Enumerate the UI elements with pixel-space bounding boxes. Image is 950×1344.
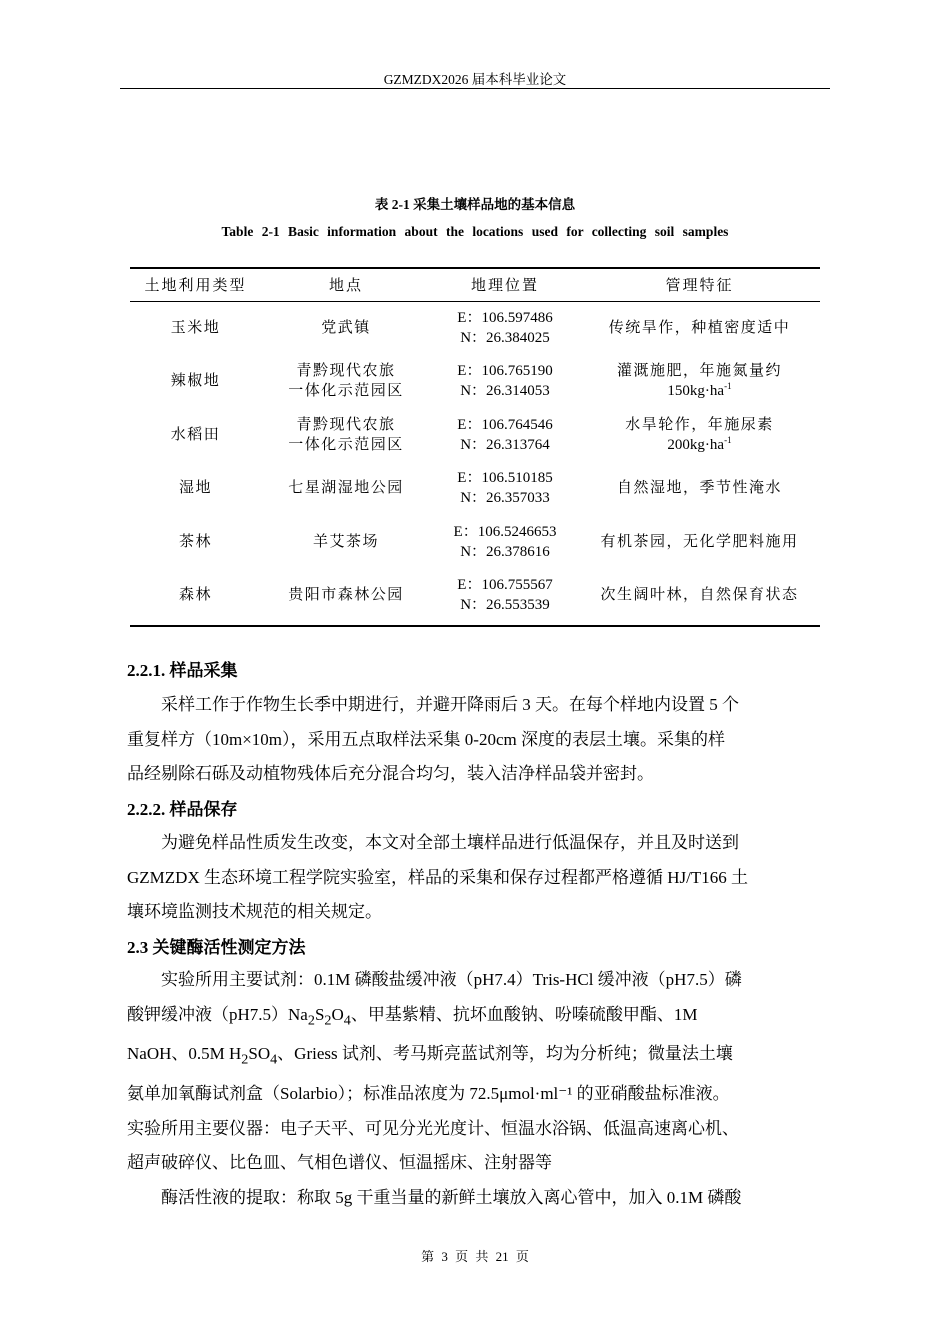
column-header: 管理特征 [665,277,734,294]
text-line: 超声破碎仪、比色皿、气相色谱仪、恒温摇床、注射器等 [127,1153,552,1173]
text-line: 壤环境监测技术规范的相关规定。 [127,902,382,921]
table-row [130,462,820,516]
cell-management: 自然湿地，季节性淹水 [616,480,782,497]
cell-land-use: 湿地 [178,480,212,497]
table-bottom-rule [130,625,820,627]
running-header: GZMZDX2026 届本科毕业论文 [383,72,567,87]
table-caption-en: Table 2-1 Basic information about the locations used for collecting soil samples [221,224,729,239]
column-header: 土地利用类型 [144,277,247,294]
table-row [130,355,820,409]
paragraph-reagents [127,963,827,1215]
cell-place: 七星湖湿地公园 [288,480,404,497]
cell-management: 水旱轮作，年施尿素 $200kg\cdot ha^{-1}$ [625,416,774,453]
soil-sample-table [130,267,820,622]
cell-place: 贵阳市森林公园 [288,587,404,604]
section-heading-2-2-1: 2.2.1. 样品采集 [127,661,238,680]
paragraph-sample-collection [127,688,827,792]
cell-management: 次生阔叶林，自然保育状态 [600,587,799,604]
table-row [130,301,820,355]
section-heading-2-3: 2.3 关键酶活性测定方法 [127,938,306,957]
cell-management: 传统旱作，种植密度适中 [608,319,791,336]
text-line: 实验所用主要仪器：电子天平、可见分光光度计、恒温水浴锅、低温高速离心机、 [127,1118,739,1138]
text-line: 酸钾缓冲液$(pH7.5)Na_2S_2O_4$、甲基紫精、抗坏血酸钠、吩嗪硫酸甲酯、1M [127,1004,698,1028]
text-line: 实验所用主要试剂：0.1M 磷酸盐缓冲液（pH7.4）Tris-HCl 缓冲液（pH7.5）磷 [161,970,742,989]
table-caption-zh: 表 2-1 采集土壤样品地的基本信息 [374,197,576,212]
cell-location: E：106.5246653 N：26.378616 [453,523,557,560]
cell-location: E：106.755567 N：26.553539 [457,577,553,614]
cell-place: 党武镇 [321,319,371,336]
cell-land-use: 辣椒地 [170,373,221,390]
cell-location: E：106.510185 N：26.357033 [457,470,553,507]
cell-land-use: 茶林 [178,533,212,550]
cell-land-use: 水稻田 [170,426,221,443]
cell-management: 灌溉施肥，年施氮量约 $150kg\cdot ha^{-1}$ [616,363,782,400]
column-header: 地点 [328,277,363,294]
table-row [130,569,820,623]
text-line: 酶活性液的提取：称取 5g 干重当量的新鲜土壤放入离心管中，加入 0.1M 磷酸 [161,1187,742,1207]
text-line: 氨单加氧酶试剂盒（Solarbio）；标准品浓度为 72.5μmol·ml⁻¹ 的亚硝酸盐标准液。 [127,1084,730,1104]
table-row [130,515,820,569]
text-line: GZMZDX 生态环境工程学院实验室，样品的采集和保存过程都严格遵循 HJ/T166 土 [127,867,748,887]
column-header: 地理位置 [470,277,539,294]
text-line: 重复样方（10m×10m），采用五点取样法采集 0-20cm 深度的表层土壤。采集的样 [127,729,725,749]
text-line: 品经剔除石砾及动植物残体后充分混合均匀，装入洁净样品袋并密封。 [127,764,654,783]
table-row [130,408,820,462]
cell-place: 青黔现代农旅 一体化示范园区 [288,363,404,400]
cell-place: 青黔现代农旅 一体化示范园区 [288,416,404,453]
page-footer: 第 3 页 共 21 页 [421,1249,529,1264]
cell-land-use: 森林 [178,587,212,604]
cell-management: 有机茶园，无化学肥料施用 [600,533,799,550]
cell-location: E：106.597486 N：26.384025 [457,309,553,346]
text-line: 为避免样品性质发生改变，本文对全部土壤样品进行低温保存，并且及时送到 [161,833,739,852]
cell-place: 羊艾茶场 [312,533,379,550]
text-line: 采样工作于作物生长季中期进行，并避开降雨后 3 天。在每个样地内设置 5 个 [161,695,739,714]
cell-location: E：106.765190 N：26.314053 [457,363,553,400]
table-header-row [130,267,820,301]
section-heading-2-2-2: 2.2.2. 样品保存 [127,800,238,819]
text-line: NaOH、0.5M $H_2SO_4$、Griess 试剂、考马斯亮蓝试剂等，均为分析纯；微量法土壤 [127,1044,733,1068]
cell-land-use: 玉米地 [170,319,221,336]
cell-location: E：106.764546 N：26.313764 [457,416,553,453]
header-rule [120,88,830,89]
paragraph-sample-storage [127,826,827,930]
